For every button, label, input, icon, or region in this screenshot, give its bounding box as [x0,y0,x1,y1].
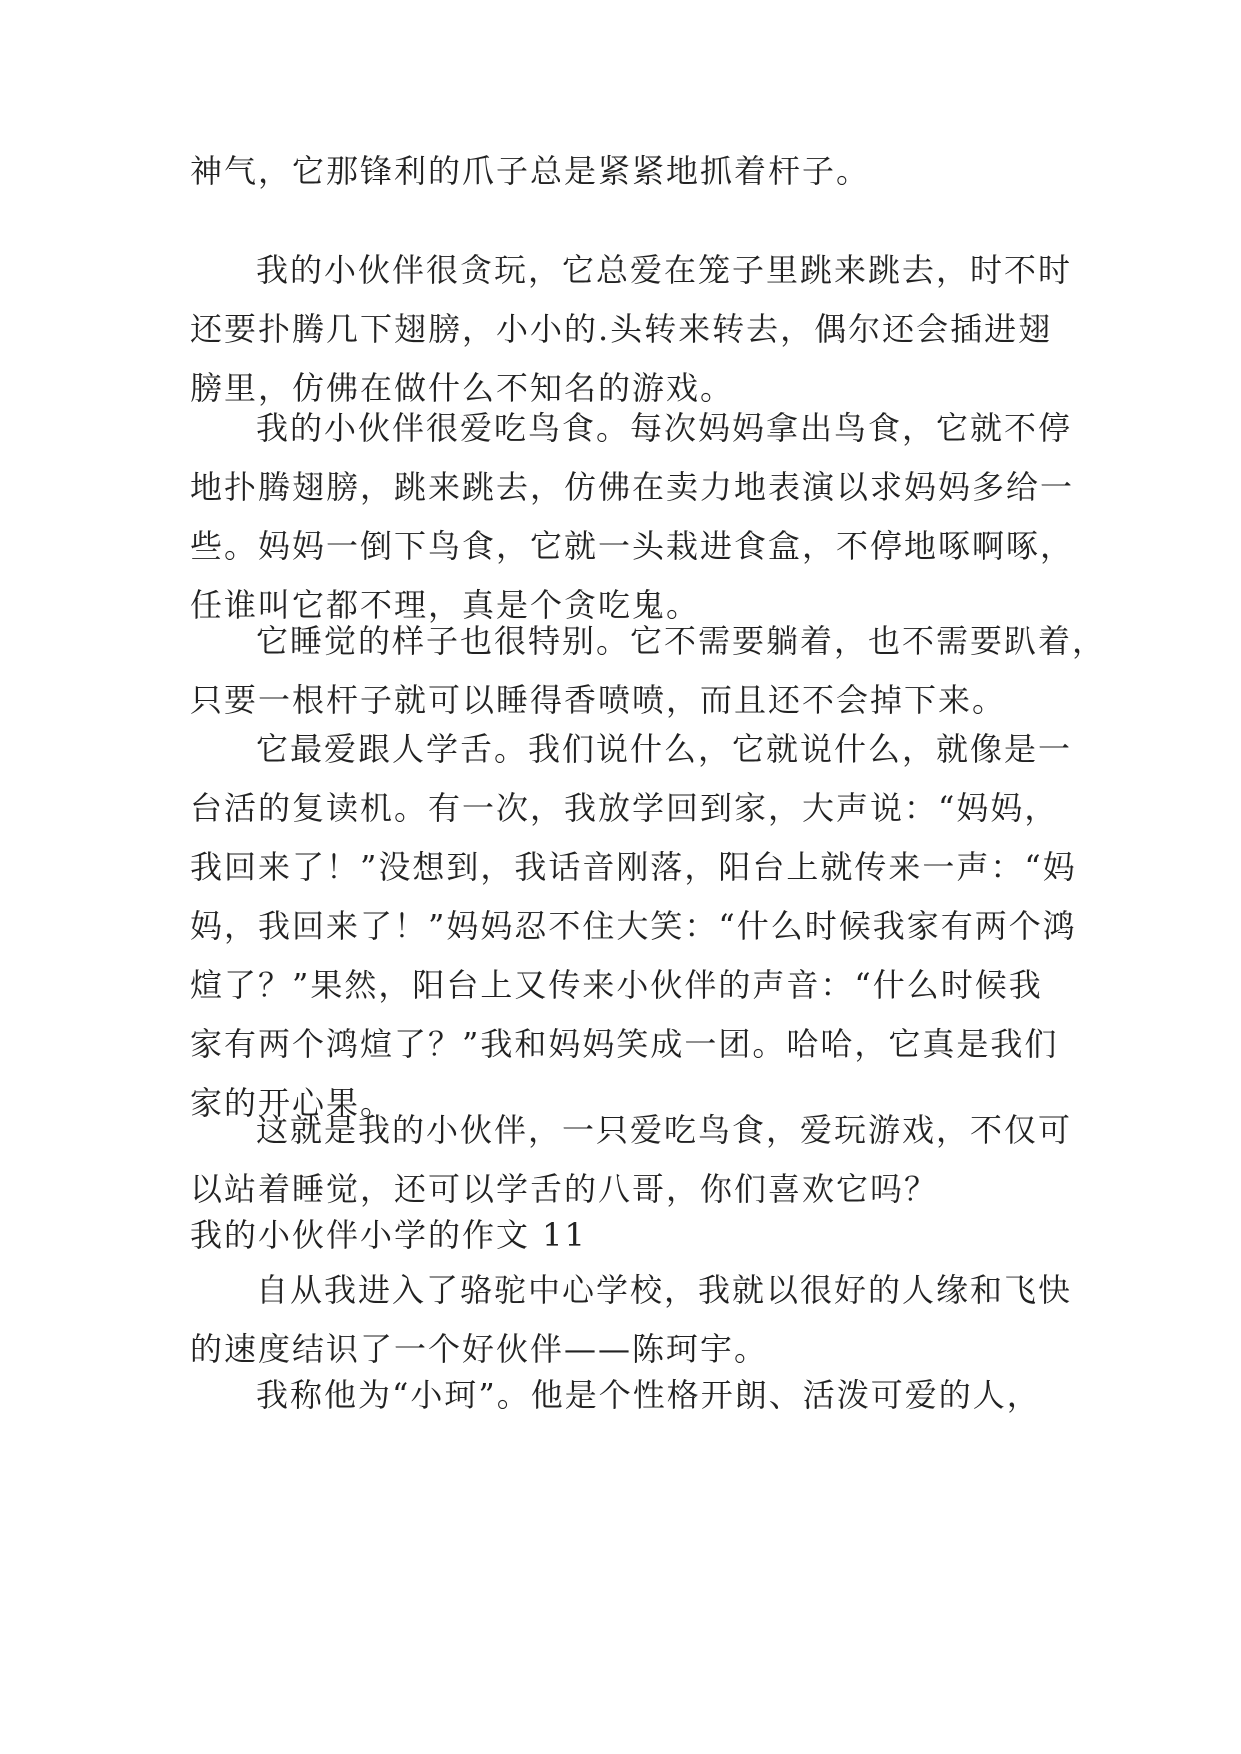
paragraph-mimicking [190,720,1077,1133]
essay-heading: 我的小伙伴小学的作文 11 [190,1216,587,1254]
paragraph-playful [190,241,1073,418]
paragraph-nickname [190,1366,1050,1425]
text-line: 台活的复读机。有一次，我放学回到家，大声说：“妈妈， [190,789,1059,827]
text-line: 我回来了！”没想到，我话音刚落，阳台上就传来一声：“妈 [190,848,1077,886]
text-line: 它睡觉的样子也很特别。它不需要躺着，也不需要趴着， [256,622,1107,660]
paragraph-eating [190,399,1075,635]
text-line: 以站着睡觉，还可以学舌的八哥，你们喜欢它吗？ [190,1170,939,1208]
text-line: 自从我进入了骆驼中心学校，我就以很好的人缘和飞快 [256,1271,1073,1309]
text-line: 地扑腾翅膀，跳来跳去，仿佛在卖力地表演以求妈妈多给一 [190,468,1075,506]
text-line: 的速度结识了一个好伙伴——陈珂宇。 [190,1330,769,1368]
text-line: 任谁叫它都不理，真是个贪吃鬼。 [190,586,701,624]
text-line: 我称他为“小珂”。他是个性格开朗、活泼可爱的人， [256,1376,1041,1414]
text-line: 妈，我回来了！”妈妈忍不住大笑：“什么时候我家有两个鸿 [190,907,1077,945]
text-line: 我的小伙伴很爱吃鸟食。每次妈妈拿出鸟食，它就不停 [256,409,1073,447]
paragraph-sleeping [190,612,1107,730]
text-line: 神气，它那锋利的爪子总是紧紧地抓着杆子。 [190,152,871,190]
paragraph-conclusion [190,1101,1073,1219]
text-line: 些。妈妈一倒下鸟食，它就一头栽进食盒，不停地啄啊啄， [190,527,1075,565]
text-line: 我的小伙伴很贪玩，它总爱在笼子里跳来跳去，时不时 [256,251,1073,289]
text-line: 只要一根杆子就可以睡得香喷喷，而且还不会掉下来。 [190,681,1007,719]
text-line: 家的开心果。 [190,1084,395,1122]
text-line: 膀里，仿佛在做什么不知名的游戏。 [190,369,735,407]
text-line: 还要扑腾几下翅膀，小小的.头转来转去，偶尔还会插进翅 [190,310,1053,348]
text-line: 它最爱跟人学舌。我们说什么，它就说什么，就像是一 [256,730,1073,768]
text-line: 家有两个鸿煊了？”我和妈妈笑成一团。哈哈，它真是我们 [190,1025,1059,1063]
paragraph-intro [190,1261,1073,1379]
text-line: 这就是我的小伙伴，一只爱吃鸟食，爱玩游戏，不仅可 [256,1111,1073,1149]
text-line: 煊了？”果然，阳台上又传来小伙伴的声音：“什么时候我 [190,966,1043,1004]
paragraph-continuation [190,142,1050,201]
